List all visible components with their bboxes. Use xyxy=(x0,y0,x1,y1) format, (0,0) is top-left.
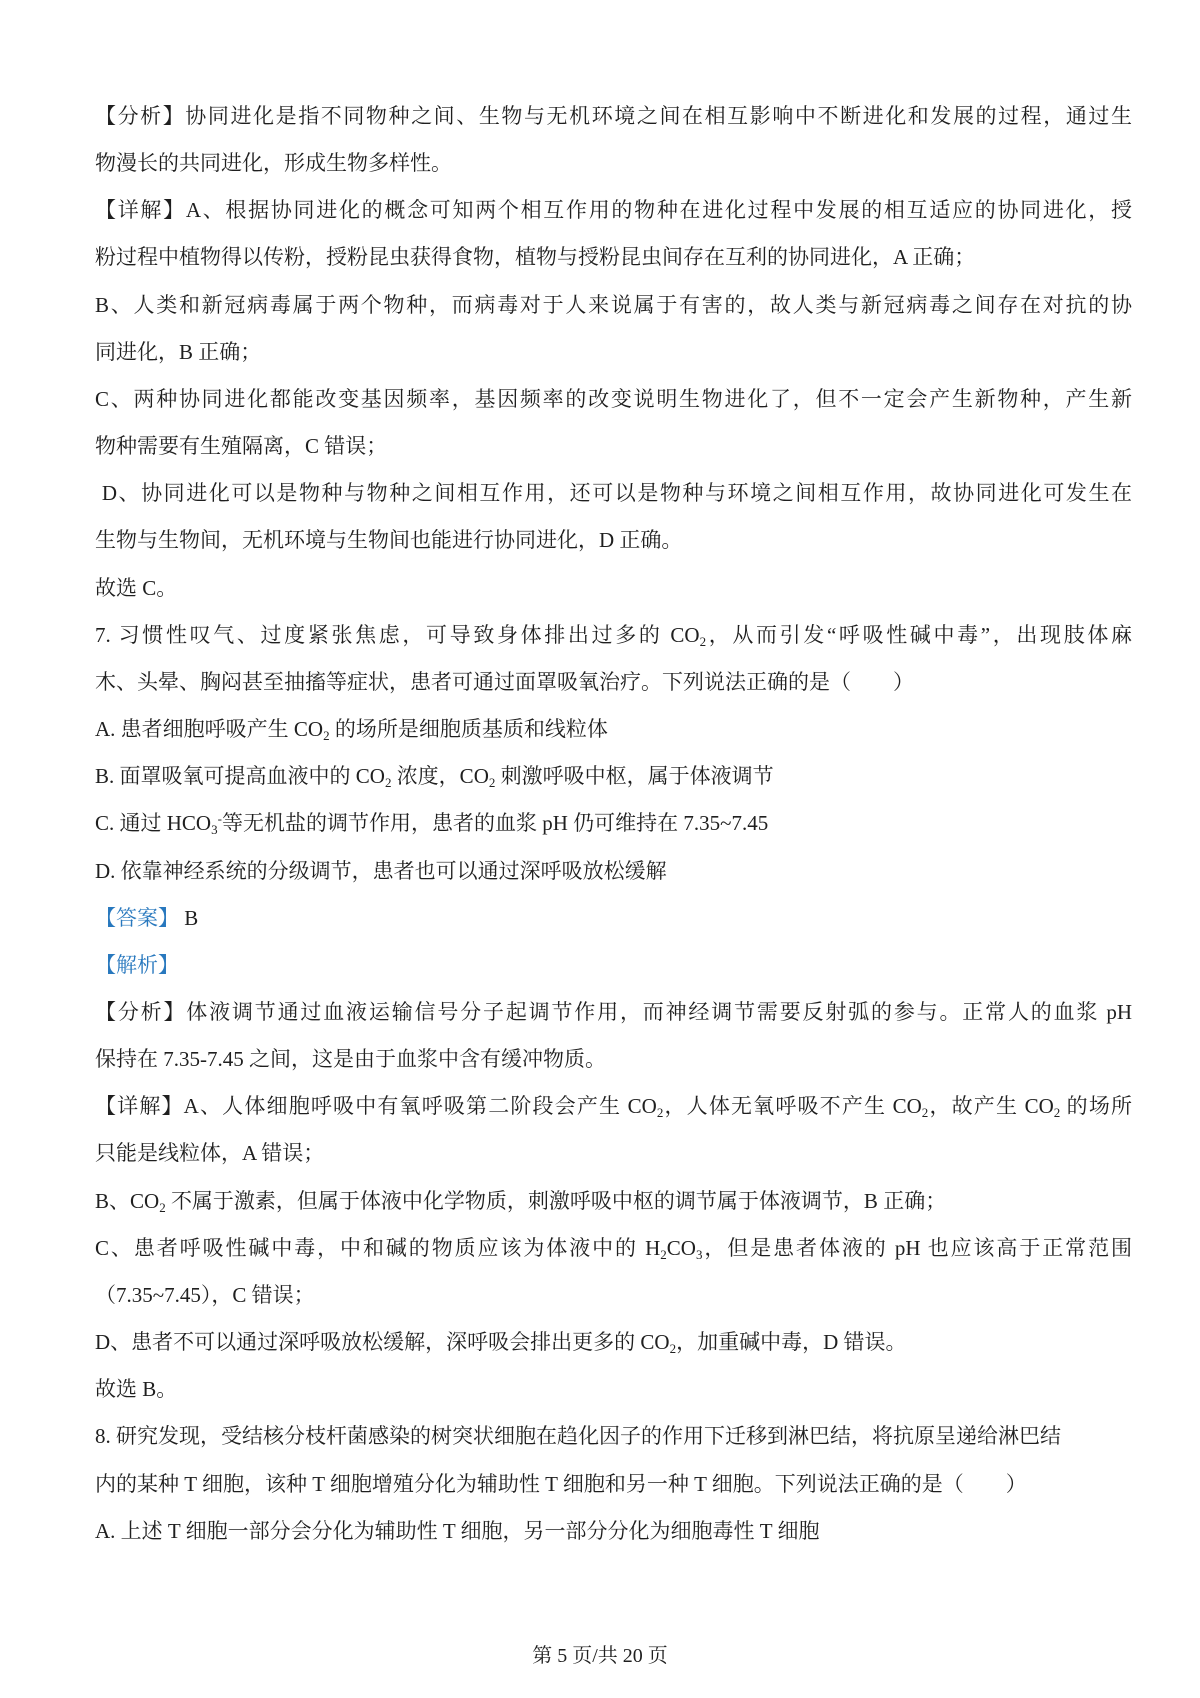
text-segment: 刺激呼吸中枢，属于体液调节 xyxy=(495,764,774,789)
text-line xyxy=(95,470,1132,517)
text-line xyxy=(95,753,1132,800)
text-segment: 3 xyxy=(211,822,218,838)
text-line xyxy=(95,800,1132,847)
text-segment: 【详解】A、根据协同进化的概念可知两个相互作用的物种在进化过程中发展的相互适应的协同进化，授 xyxy=(95,198,1132,223)
text-segment: A. 患者细胞呼吸产生 CO xyxy=(95,717,324,742)
text-line xyxy=(95,93,1132,140)
text-line xyxy=(95,1083,1132,1130)
text-line xyxy=(95,1461,1132,1508)
text-segment: 2 xyxy=(384,775,392,791)
text-line xyxy=(95,1130,1132,1177)
text-segment: B. 面罩吸氧可提高血液中的 CO xyxy=(95,764,385,789)
text-segment: 2 xyxy=(488,775,496,791)
text-segment: 【分析】体液调节通过血液运输信号分子起调节作用，而神经调节需要反射弧的参与。正常人的血浆 pH xyxy=(95,999,1132,1024)
text-line xyxy=(95,376,1132,423)
text-segment: C、患者呼吸性碱中毒，中和碱的物质应该为体液中的 H xyxy=(95,1235,661,1260)
text-line xyxy=(95,329,1132,376)
page-number: 第 5 页/共 20 页 xyxy=(532,1645,668,1667)
text-line xyxy=(95,187,1132,234)
text-line xyxy=(95,989,1132,1036)
text-segment: 2 xyxy=(159,1199,166,1215)
text-segment: 等无机盐的调节作用，患者的血浆 pH 仍可维持在 7.35~7.45 xyxy=(221,811,769,836)
text-segment: 故选 B。 xyxy=(95,1377,178,1402)
text-line xyxy=(95,1178,1132,1225)
text-line xyxy=(95,140,1132,187)
text-segment: ，从而引发“呼吸性碱中毒”，出现肢体麻 xyxy=(706,622,1132,647)
text-segment: 的场所是细胞质基质和线粒体 xyxy=(329,717,608,742)
text-line xyxy=(95,848,1132,895)
text-segment: A. 上述 T 细胞一部分会分化为辅助性 T 细胞，另一部分分化为细胞毒性 T 细胞 xyxy=(95,1518,820,1543)
text-segment: 2 xyxy=(669,1341,677,1357)
answer-label: 【答案】 xyxy=(95,905,179,930)
text-line xyxy=(95,895,1132,942)
text-segment: - xyxy=(217,811,222,827)
text-segment: D. 依靠神经系统的分级调节，患者也可以通过深呼吸放松缓解 xyxy=(95,858,667,883)
text-line xyxy=(95,234,1132,281)
text-segment: 只能是线粒体，A 错误； xyxy=(95,1141,325,1166)
text-segment: 【详解】A、人体细胞呼吸中有氧呼吸第二阶段会产生 CO xyxy=(95,1094,657,1119)
text-segment: B、CO xyxy=(95,1188,160,1213)
text-segment: ，故产生 CO xyxy=(928,1094,1054,1119)
text-segment: C、两种协同进化都能改变基因频率，基因频率的改变说明生物进化了，但不一定会产生新物种，产生新 xyxy=(95,386,1132,411)
text-line xyxy=(95,1366,1132,1413)
text-line xyxy=(95,1272,1132,1319)
text-segment: 【分析】协同进化是指不同物种之间、生物与无机环境之间在相互影响中不断进化和发展的过程，通过生 xyxy=(95,104,1132,128)
text-segment: B xyxy=(179,905,199,930)
text-segment: D、协同进化可以是物种与物种之间相互作用，还可以是物种与环境之间相互作用，故协同进化可发生在 xyxy=(95,481,1132,506)
text-segment: ，人体无氧呼吸不产生 CO xyxy=(663,1094,922,1119)
text-segment: ，加重碱中毒，D 错误。 xyxy=(676,1330,907,1355)
answer-label: 【解析】 xyxy=(95,952,179,977)
text-line xyxy=(95,942,1132,989)
text-segment: 7. 习惯性叹气、过度紧张焦虑，可导致身体排出过多的 CO xyxy=(95,622,700,647)
text-segment: 2 xyxy=(699,633,707,649)
text-line xyxy=(95,706,1132,753)
text-segment: 保持在 7.35-7.45 之间，这是由于血浆中含有缓冲物质。 xyxy=(95,1047,606,1072)
text-segment: CO xyxy=(666,1235,696,1260)
document-body xyxy=(95,93,1132,1555)
text-line xyxy=(95,1319,1132,1366)
text-line xyxy=(95,565,1132,612)
text-segment: B、人类和新冠病毒属于两个物种，而病毒对于人来说属于有害的，故人类与新冠病毒之间存在对抗的协 xyxy=(95,292,1132,317)
text-line xyxy=(95,1225,1132,1272)
text-segment: 2 xyxy=(656,1105,664,1121)
text-segment: 2 xyxy=(323,728,330,744)
text-segment: 的场所 xyxy=(1060,1094,1133,1119)
text-line xyxy=(95,1508,1132,1555)
text-segment: 内的某种 T 细胞，该种 T 细胞增殖分化为辅助性 T 细胞和另一种 T 细胞。下列说法正确的是（ ） xyxy=(95,1471,1027,1496)
text-segment: 粉过程中植物得以传粉，授粉昆虫获得食物，植物与授粉昆虫间存在互利的协同进化，A 正确； xyxy=(95,245,976,270)
text-segment: 2 xyxy=(921,1105,929,1121)
text-segment: 不属于激素，但属于体液中化学物质，刺激呼吸中枢的调节属于体液调节，B 正确； xyxy=(165,1188,947,1213)
text-segment: 2 xyxy=(1053,1105,1061,1121)
text-line xyxy=(95,517,1132,564)
text-segment: ，但是患者体液的 pH 也应该高于正常范围 xyxy=(702,1235,1132,1260)
text-segment: D、患者不可以通过深呼吸放松缓解，深呼吸会排出更多的 CO xyxy=(95,1330,670,1355)
text-line xyxy=(95,1413,1132,1460)
text-segment: 浓度，CO xyxy=(391,764,489,789)
page-footer xyxy=(0,1642,1200,1670)
text-segment: 3 xyxy=(695,1246,703,1262)
text-segment: 物种需要有生殖隔离，C 错误； xyxy=(95,434,388,459)
text-line xyxy=(95,282,1132,329)
text-line xyxy=(95,1036,1132,1083)
text-line xyxy=(95,423,1132,470)
text-segment: 物漫长的共同进化，形成生物多样性。 xyxy=(95,151,452,176)
text-segment: 木、头晕、胸闷甚至抽搐等症状，患者可通过面罩吸氧治疗。下列说法正确的是（ ） xyxy=(95,669,914,694)
text-segment: C. 通过 HCO xyxy=(95,811,212,836)
text-segment: 生物与生物间，无机环境与生物间也能进行协同进化，D 正确。 xyxy=(95,528,683,553)
text-line xyxy=(95,612,1132,659)
text-segment: 同进化，B 正确； xyxy=(95,339,262,364)
text-segment: （7.35~7.45），C 错误； xyxy=(95,1282,315,1307)
text-segment: 故选 C。 xyxy=(95,575,178,600)
text-segment: 8. 研究发现，受结核分枝杆菌感染的树突状细胞在趋化因子的作用下迁移到淋巴结，将抗原呈递给淋巴结 xyxy=(95,1424,1061,1449)
text-segment: 2 xyxy=(660,1246,667,1262)
text-line xyxy=(95,659,1132,706)
